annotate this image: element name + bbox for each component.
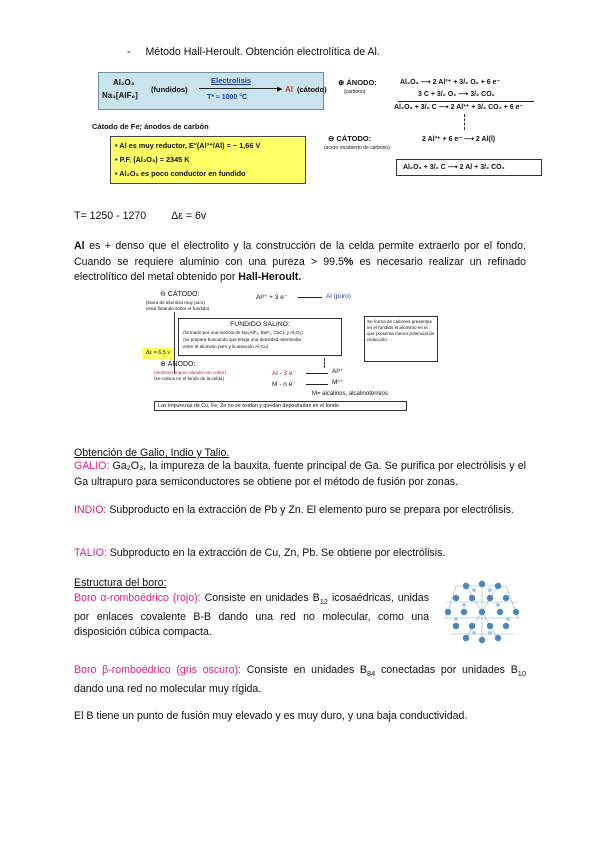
- note-line-1: • Al es muy reductor, E°(Al³⁺/Al) = − 1,66 V: [115, 141, 261, 150]
- fundidos-label: (fundidos): [151, 85, 188, 94]
- sum-line: [398, 101, 534, 102]
- formula-al2o3: Al₂O₃: [113, 78, 135, 87]
- heading-text: Método Hall-Heroult. Obtención electrolítica de Al.: [145, 46, 380, 58]
- beta-text-c: dando una red no molecular muy rígida.: [74, 682, 262, 695]
- ref-cathode-eq: Al³⁺ + 3 e⁻: [256, 294, 288, 301]
- electrolisis-label: Electrolisis: [211, 76, 252, 85]
- delta-e: Δε = 6v: [171, 210, 207, 222]
- beta-label: Boro β-romboédrico (gris oscuro):: [74, 664, 241, 676]
- beta-sub-2: 10: [517, 669, 527, 679]
- reaction-arrow: [199, 88, 281, 89]
- ref-cathode: ⊖ CÁTODO:: [160, 291, 200, 298]
- anode-eq-2: 3 C + 3/₂ O₂ ⟶ 3/₂ CO₂: [418, 91, 495, 98]
- para1-text-a: es + denso que el electrolito y la construcción de la celda permite extraerlo por el fondo. Cuando se requiere aluminio con una pureza > 99.5: [74, 240, 526, 268]
- indio-label: INDIO:: [74, 504, 107, 516]
- beta-text-a: Consiste en unidades B: [240, 664, 367, 676]
- galio-paragraph: [74, 459, 526, 490]
- heading: [127, 45, 380, 61]
- ref-cathode-sub2: (está flotando sobre el fundido): [146, 306, 210, 311]
- galio-text: Ga₂O₃, la impureza de la bauxita, fuente principal de Ga. Se purifica por electrólisis y el Ga ultrapuro para semiconductores se obtiene por el método de fusión por zonas.: [74, 460, 526, 488]
- refining-figure: [142, 290, 452, 410]
- impurity-note: Las impurezas de Cu, Fe, Zn no se oxidan y quedan depositadas en el fondo: [154, 401, 407, 411]
- ref-arrow-1: [298, 297, 322, 298]
- anode-label: ⊕ ÁNODO:: [338, 78, 377, 87]
- dashed-arrow: [464, 114, 466, 130]
- para1-bold-end: Hall-Heroult.: [238, 271, 302, 283]
- ref-delta: Δε = 6,5 v: [142, 348, 174, 359]
- ref-anode-eq1: Al - 3 e⁻: [272, 370, 297, 377]
- anode-sub: (carbono): [344, 89, 366, 95]
- properties-note: [110, 136, 306, 184]
- alpha-text-b: icosaédricas, unidas por enlaces covalente B-B dando una red no molecular, como una disposición cúbica compacta.: [74, 592, 429, 639]
- note-line-3: • Al₂O₃ es poco conductor en fundido: [115, 169, 246, 178]
- ref-anode: ⊕ ÁNODO:: [160, 361, 196, 368]
- cathode-sub: (acero recubierto de carbono): [324, 145, 390, 151]
- galio-section-title: Obtención de Galio, Indio y Talio.: [74, 447, 230, 459]
- indio-paragraph: [74, 503, 526, 519]
- reaction-box: [98, 72, 327, 110]
- cathode-eq: 2 Al³⁺ + 6 e⁻ ⟶ 2 Al(l): [422, 136, 496, 143]
- indio-text: Subproducto en la extracción de Pb y Zn. El elemento puro se prepara por electrólisis.: [106, 504, 514, 516]
- boro-final-paragraph: El B tiene un punto de fusión muy elevado y es muy duro, y una baja conductividad.: [74, 710, 468, 722]
- salt-box: [178, 318, 342, 356]
- paragraph-refining: [74, 239, 526, 286]
- overall-eq-box: [396, 159, 542, 176]
- beta-sub-1: 84: [367, 669, 376, 679]
- hall-heroult-figure: [92, 70, 532, 188]
- para1-text-b: es necesario realizar un refinado electrolítico del metal obtenido por: [74, 255, 527, 283]
- ref-anode-prod1: Al³⁺: [332, 368, 344, 375]
- ref-metals: M= alcalinos, alcalinotérreos: [312, 391, 388, 397]
- product-al: Al: [285, 85, 293, 94]
- anode-eq-1: Al₂O₃ ⟶ 2 Al³⁺ + 3/₂ O₂ + 6 e⁻: [400, 79, 501, 86]
- salt-desc-1: (formado por una mezcla de Na₃AlF₆, BaF₂, CaCl₂ y Al₂O₃): [183, 330, 303, 335]
- note-line-2: • P.F. (Al₂O₃) = 2345 K: [115, 155, 190, 164]
- ref-arrow-2: [306, 373, 328, 374]
- talio-text: Subproducto en la extracción de Cu, Zn, Pb. Se obtiene por electrólisis.: [106, 547, 446, 559]
- alpha-label: Boro α-romboédrico (rojo):: [74, 592, 201, 604]
- arrow-head: ▶: [277, 86, 283, 93]
- para1-bold-start: Al: [74, 240, 85, 252]
- boro-alpha-paragraph: [74, 591, 429, 641]
- boron-crystal-image: [436, 576, 528, 648]
- product-cathode: (cátodo): [297, 85, 327, 94]
- ref-cathode-prod: Al (puro): [326, 293, 351, 300]
- boro-section-title: Estructura del boro:: [74, 577, 167, 589]
- temperature-label: T* ≈ 1000 °C: [207, 94, 248, 101]
- boron-crystal-svg: [436, 576, 528, 648]
- temp-line: [74, 209, 206, 225]
- temp-range: T= 1250 - 1270: [74, 210, 147, 222]
- alpha-text-a: Consiste en unidades B: [200, 592, 320, 604]
- salt-title: FUNDIDO SALINO:: [230, 321, 290, 328]
- boro-beta-paragraph: [74, 663, 526, 697]
- beta-text-b: conectadas por unidades B: [375, 664, 518, 676]
- ref-anode-eq2: M - n e⁻: [272, 381, 296, 388]
- ref-anode-sub2: (se coloca en el fondo de la celda): [154, 376, 224, 381]
- talio-paragraph: [74, 546, 526, 562]
- cathode-anode-note: Cátodo de Fe; ánodos de carbón: [92, 122, 209, 131]
- salt-desc-2: (se prepara buscando que tenga una densidad intermedia: [183, 337, 301, 342]
- galio-label: GALIO:: [74, 460, 110, 472]
- ref-cathode-sub1: (barra de aluminio muy puro): [146, 300, 205, 305]
- ref-anode-sub1: (aluminio impuro aleado con cobre): [154, 370, 227, 375]
- ref-anode-prod2: Mⁿ⁺: [332, 379, 344, 386]
- overall-eq: Al₂O₃ + 3/₂ C ⟶ 2 Al + 3/₂ CO₂: [403, 164, 505, 171]
- alpha-sub: 12: [319, 597, 328, 607]
- ref-dashed: [324, 358, 326, 368]
- side-note: Se forma de cationes presentes en el fundido el aluminio es el que presenta menor potencial de reducción.: [364, 316, 438, 362]
- heading-bullet: -: [127, 46, 131, 58]
- ref-arrow-3: [306, 384, 328, 385]
- para1-bold-pct: %: [343, 255, 354, 268]
- anode-eq-3: Al₂O₃ + 3/₂ C ⟶ 2 Al³⁺ + 3/₂ CO₂ + 6 e⁻: [394, 104, 524, 111]
- salt-desc-3: entre el aluminio puro y la aleación Al-Cu): [183, 344, 269, 349]
- formula-cryolite: Na₃[AlF₆]: [102, 91, 138, 100]
- cathode-label: ⊖ CÁTODO:: [328, 134, 372, 143]
- talio-label: TALIO:: [74, 547, 107, 559]
